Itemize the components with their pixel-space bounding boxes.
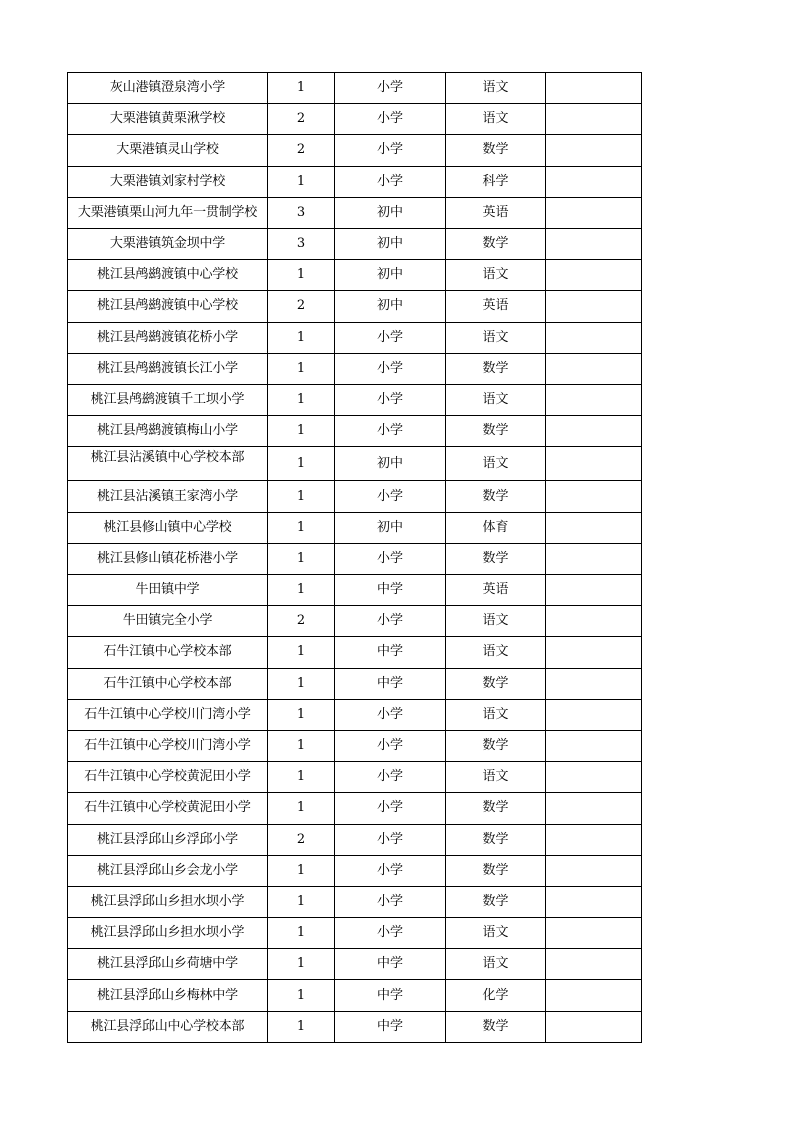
school-level-cell: 小学 [335,762,446,793]
subject-cell: 语文 [446,762,546,793]
subject-cell: 语文 [446,104,546,135]
school-level-cell: 初中 [335,447,446,481]
school-level-cell: 中学 [335,1011,446,1042]
table-row [68,762,642,793]
note-cell [546,668,642,699]
table-row [68,793,642,824]
subject-cell: 数学 [446,1011,546,1042]
note-cell [546,793,642,824]
subject-cell: 数学 [446,668,546,699]
note-cell [546,73,642,104]
table-row [68,322,642,353]
note-cell [546,384,642,415]
school-level-cell: 小学 [335,855,446,886]
table-row [68,606,642,637]
note-cell [546,322,642,353]
table-row [68,575,642,606]
subject-cell: 语文 [446,949,546,980]
subject-cell: 数学 [446,730,546,761]
count-cell: 1 [268,918,335,949]
school-level-cell: 小学 [335,322,446,353]
note-cell [546,512,642,543]
note-cell [546,886,642,917]
school-name-cell: 桃江县浮邱山乡担水坝小学 [68,918,268,949]
school-name-cell: 石牛江镇中心学校本部 [68,668,268,699]
school-level-cell: 小学 [335,166,446,197]
school-name-cell: 桃江县沾溪镇中心学校本部 [68,447,268,481]
count-cell: 1 [268,322,335,353]
count-cell: 1 [268,416,335,447]
count-cell: 2 [268,291,335,322]
note-cell [546,197,642,228]
count-cell: 1 [268,481,335,512]
table-row [68,166,642,197]
note-cell [546,949,642,980]
table-row [68,416,642,447]
table-row [68,949,642,980]
count-cell: 1 [268,353,335,384]
table-row [68,918,642,949]
school-name-cell: 大栗港镇筑金坝中学 [68,228,268,259]
table-row [68,543,642,574]
subject-cell: 数学 [446,824,546,855]
school-level-cell: 小学 [335,135,446,166]
table-row [68,855,642,886]
count-cell: 3 [268,197,335,228]
table-row [68,73,642,104]
note-cell [546,575,642,606]
subject-cell: 化学 [446,980,546,1011]
school-name-cell: 桃江县浮邱山中心学校本部 [68,1011,268,1042]
school-level-cell: 小学 [335,104,446,135]
table-row [68,481,642,512]
school-name-cell: 桃江县鸬鹚渡镇千工坝小学 [68,384,268,415]
subject-cell: 英语 [446,291,546,322]
count-cell: 1 [268,1011,335,1042]
subject-cell: 英语 [446,197,546,228]
school-name-cell: 石牛江镇中心学校本部 [68,637,268,668]
subject-cell: 数学 [446,886,546,917]
school-name-cell: 牛田镇完全小学 [68,606,268,637]
school-name-cell: 石牛江镇中心学校川门湾小学 [68,730,268,761]
table-row [68,637,642,668]
school-name-cell: 桃江县修山镇中心学校 [68,512,268,543]
school-level-cell: 小学 [335,699,446,730]
table-row [68,824,642,855]
subject-cell: 数学 [446,228,546,259]
table-body [68,73,642,1043]
subject-cell: 语文 [446,73,546,104]
school-level-cell: 小学 [335,384,446,415]
note-cell [546,980,642,1011]
count-cell: 1 [268,447,335,481]
count-cell: 1 [268,949,335,980]
note-cell [546,824,642,855]
table-row [68,197,642,228]
table-row [68,1011,642,1042]
table-row [68,668,642,699]
school-name-cell: 桃江县浮邱山乡会龙小学 [68,855,268,886]
count-cell: 1 [268,260,335,291]
school-level-cell: 小学 [335,416,446,447]
school-name-cell: 石牛江镇中心学校川门湾小学 [68,699,268,730]
subject-cell: 语文 [446,322,546,353]
note-cell [546,730,642,761]
count-cell: 1 [268,730,335,761]
note-cell [546,135,642,166]
count-cell: 1 [268,73,335,104]
school-name-cell: 牛田镇中学 [68,575,268,606]
subject-cell: 语文 [446,637,546,668]
table-row [68,730,642,761]
school-name-cell: 桃江县鸬鹚渡镇长江小学 [68,353,268,384]
table-row [68,260,642,291]
count-cell: 2 [268,135,335,166]
count-cell: 1 [268,762,335,793]
note-cell [546,918,642,949]
count-cell: 1 [268,980,335,1011]
count-cell: 1 [268,793,335,824]
note-cell [546,447,642,481]
subject-cell: 数学 [446,135,546,166]
school-level-cell: 小学 [335,353,446,384]
school-name-cell: 大栗港镇刘家村学校 [68,166,268,197]
school-name-cell: 大栗港镇栗山河九年一贯制学校 [68,197,268,228]
school-level-cell: 中学 [335,949,446,980]
recruitment-table [67,72,642,1043]
subject-cell: 语文 [446,918,546,949]
school-level-cell: 初中 [335,197,446,228]
note-cell [546,606,642,637]
table-row [68,980,642,1011]
count-cell: 3 [268,228,335,259]
count-cell: 1 [268,543,335,574]
subject-cell: 数学 [446,543,546,574]
school-name-cell: 灰山港镇澄泉湾小学 [68,73,268,104]
table-row [68,228,642,259]
count-cell: 1 [268,668,335,699]
subject-cell: 语文 [446,384,546,415]
table-row [68,384,642,415]
note-cell [546,1011,642,1042]
subject-cell: 数学 [446,855,546,886]
school-level-cell: 小学 [335,73,446,104]
school-name-cell: 大栗港镇灵山学校 [68,135,268,166]
school-level-cell: 初中 [335,228,446,259]
subject-cell: 数学 [446,416,546,447]
school-level-cell: 中学 [335,980,446,1011]
school-level-cell: 小学 [335,730,446,761]
subject-cell: 语文 [446,447,546,481]
count-cell: 1 [268,855,335,886]
note-cell [546,353,642,384]
table-row [68,135,642,166]
school-name-cell: 桃江县修山镇花桥港小学 [68,543,268,574]
note-cell [546,104,642,135]
school-level-cell: 小学 [335,824,446,855]
subject-cell: 语文 [446,260,546,291]
note-cell [546,637,642,668]
note-cell [546,260,642,291]
school-name-cell: 石牛江镇中心学校黄泥田小学 [68,762,268,793]
school-name-cell: 桃江县浮邱山乡荷塘中学 [68,949,268,980]
count-cell: 1 [268,699,335,730]
count-cell: 2 [268,104,335,135]
table-row [68,886,642,917]
school-name-cell: 桃江县鸬鹚渡镇中心学校 [68,260,268,291]
table-row [68,104,642,135]
school-name-cell: 石牛江镇中心学校黄泥田小学 [68,793,268,824]
school-name-cell: 桃江县鸬鹚渡镇花桥小学 [68,322,268,353]
table-row [68,353,642,384]
table-row [68,291,642,322]
note-cell [546,699,642,730]
school-level-cell: 小学 [335,481,446,512]
note-cell [546,855,642,886]
school-name-cell: 桃江县浮邱山乡浮邱小学 [68,824,268,855]
note-cell [546,481,642,512]
subject-cell: 数学 [446,353,546,384]
school-name-cell: 大栗港镇黄栗湫学校 [68,104,268,135]
school-name-cell: 桃江县沾溪镇王家湾小学 [68,481,268,512]
count-cell: 2 [268,824,335,855]
count-cell: 1 [268,637,335,668]
table-row [68,699,642,730]
school-name-cell: 桃江县鸬鹚渡镇梅山小学 [68,416,268,447]
subject-cell: 语文 [446,699,546,730]
school-level-cell: 小学 [335,886,446,917]
subject-cell: 体育 [446,512,546,543]
school-name-cell: 桃江县浮邱山乡梅林中学 [68,980,268,1011]
note-cell [546,166,642,197]
note-cell [546,291,642,322]
note-cell [546,228,642,259]
subject-cell: 数学 [446,793,546,824]
note-cell [546,543,642,574]
school-level-cell: 初中 [335,260,446,291]
note-cell [546,762,642,793]
count-cell: 1 [268,575,335,606]
count-cell: 1 [268,512,335,543]
note-cell [546,416,642,447]
table-row [68,512,642,543]
count-cell: 1 [268,166,335,197]
school-level-cell: 中学 [335,637,446,668]
table-row [68,447,642,481]
school-level-cell: 小学 [335,793,446,824]
count-cell: 2 [268,606,335,637]
school-level-cell: 中学 [335,575,446,606]
subject-cell: 数学 [446,481,546,512]
school-level-cell: 小学 [335,606,446,637]
school-level-cell: 小学 [335,918,446,949]
subject-cell: 语文 [446,606,546,637]
subject-cell: 英语 [446,575,546,606]
subject-cell: 科学 [446,166,546,197]
school-name-cell: 桃江县浮邱山乡担水坝小学 [68,886,268,917]
count-cell: 1 [268,384,335,415]
count-cell: 1 [268,886,335,917]
school-level-cell: 中学 [335,668,446,699]
school-level-cell: 初中 [335,291,446,322]
school-level-cell: 初中 [335,512,446,543]
school-level-cell: 小学 [335,543,446,574]
school-name-cell: 桃江县鸬鹚渡镇中心学校 [68,291,268,322]
